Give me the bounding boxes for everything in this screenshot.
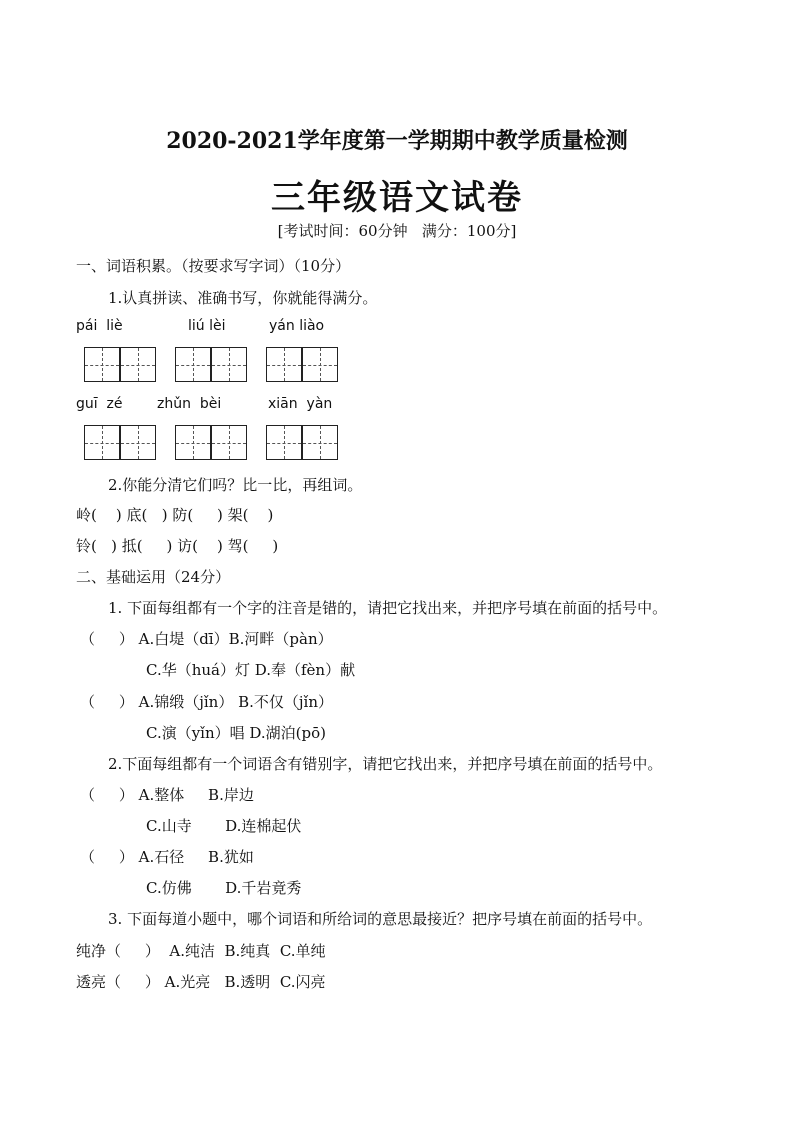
exam-subtitle: 2020-2021学年度第一学期期中教学质量检测 [166, 128, 628, 154]
compare-line-2: 铃( ) 抵( ) 访( ) 驾( ) [76, 537, 279, 555]
s2-q3-prompt: 3. 下面每道小题中，哪个词语和所给词的意思最接近？把序号填在前面的括号中。 [108, 910, 653, 928]
writing-box[interactable] [266, 425, 302, 460]
pinyin-6: xiān yàn [268, 396, 333, 412]
writing-box[interactable] [175, 425, 211, 460]
pinyin-4: guī zé [76, 396, 123, 412]
exam-title: 三年级语文试卷 [271, 178, 523, 218]
s2-q3-line: 透亮（ ） A.光亮 B.透明 C.闪亮 [76, 973, 326, 991]
writing-box[interactable] [120, 425, 156, 460]
s2-q1-prompt: 1. 下面每组都有一个字的注音是错的，请把它找出来，并把序号填在前面的括号中。 [108, 599, 668, 617]
q1-prompt: 1.认真拼读、准确书写，你就能得满分。 [108, 289, 378, 307]
pinyin-2: liú lèi [188, 318, 226, 334]
s2-q2-prompt: 2.下面每组都有一个词语含有错别字，请把它找出来，并把序号填在前面的括号中。 [108, 755, 663, 773]
writing-box[interactable] [302, 425, 338, 460]
writing-box[interactable] [84, 347, 120, 382]
writing-box[interactable] [211, 425, 247, 460]
s2-q2-line: C.仿佛 D.千岩竟秀 [146, 879, 302, 897]
s2-q2-line: （ ） A.石径 B.犹如 [80, 848, 254, 866]
s2-q2-line: （ ） A.整体 B.岸边 [80, 786, 254, 804]
writing-box[interactable] [211, 347, 247, 382]
s2-q3-line: 纯净（ ） A.纯洁 B.纯真 C.单纯 [76, 942, 326, 960]
section1-heading: 一、词语积累。（按要求写字词）（10分） [76, 257, 351, 275]
writing-box[interactable] [302, 347, 338, 382]
pinyin-3: yán liào [269, 318, 325, 334]
s2-q2-line: C.山寺 D.连棉起伏 [146, 817, 302, 835]
writing-box[interactable] [84, 425, 120, 460]
writing-box[interactable] [266, 347, 302, 382]
exam-info: [考试时间：60分钟 满分：100分] [277, 222, 517, 240]
pinyin-5: zhǔn bèi [157, 396, 222, 412]
s2-q1-line: （ ） A.锦缎（jǐn） B.不仅（jǐn） [80, 693, 333, 711]
writing-box[interactable] [120, 347, 156, 382]
s2-q1-line: （ ） A.白堤（dī）B.河畔（pàn） [80, 630, 333, 648]
s2-q1-line: C.华（huá）灯 D.奉（fèn）献 [146, 661, 356, 679]
s2-q1-line: C.演（yǐn）唱 D.湖泊(pō) [146, 724, 327, 742]
writing-box[interactable] [175, 347, 211, 382]
pinyin-1: pái liè [76, 318, 123, 334]
compare-line-1: 岭( ) 底( ) 防( ) 架( ) [76, 506, 274, 524]
q2-prompt: 2.你能分清它们吗？比一比，再组词。 [108, 476, 363, 494]
section2-heading: 二、基础运用（24分） [76, 568, 231, 586]
